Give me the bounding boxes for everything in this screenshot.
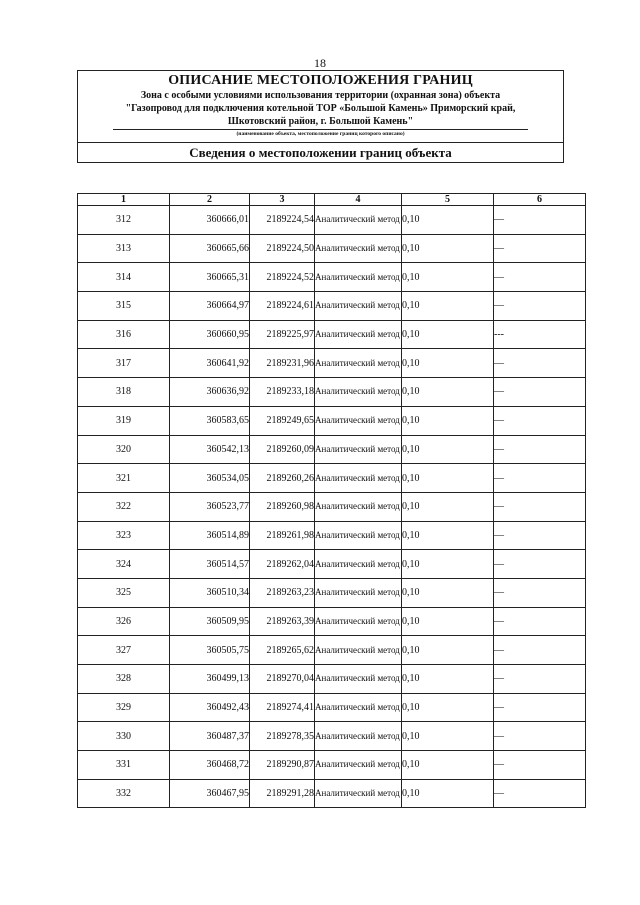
x-coordinate-cell: 360523,77 xyxy=(170,492,250,521)
y-coordinate-cell: 2189224,61 xyxy=(250,292,315,321)
method-cell: Аналитический метод xyxy=(315,406,402,435)
y-coordinate-cell: 2189224,52 xyxy=(250,263,315,292)
accuracy-cell: 0,10 xyxy=(402,550,494,579)
document-title: ОПИСАНИЕ МЕСТОПОЛОЖЕНИЯ ГРАНИЦ xyxy=(168,73,473,88)
method-cell: Аналитический метод xyxy=(315,665,402,694)
x-coordinate-cell: 360514,89 xyxy=(170,521,250,550)
accuracy-cell: 0,10 xyxy=(402,636,494,665)
point-number-cell: 318 xyxy=(78,378,170,407)
column-header-4: 4 xyxy=(315,194,402,206)
note-cell: — xyxy=(494,521,586,550)
accuracy-cell: 0,10 xyxy=(402,406,494,435)
accuracy-cell: 0,10 xyxy=(402,693,494,722)
method-cell: Аналитический метод xyxy=(315,206,402,235)
note-cell: — xyxy=(494,722,586,751)
method-cell: Аналитический метод xyxy=(315,378,402,407)
accuracy-cell: 0,10 xyxy=(402,464,494,493)
table-row xyxy=(78,435,586,464)
method-cell: Аналитический метод xyxy=(315,550,402,579)
page-number: 18 xyxy=(314,56,326,70)
x-coordinate-cell: 360665,31 xyxy=(170,263,250,292)
table-row xyxy=(78,578,586,607)
object-description-line-2: "Газопровод для подключения котельной ТОР «Большой Камень» Приморский край, xyxy=(125,103,516,114)
table-row xyxy=(78,378,586,407)
point-number-cell: 321 xyxy=(78,464,170,493)
table-row xyxy=(78,406,586,435)
point-number-cell: 324 xyxy=(78,550,170,579)
method-cell: Аналитический метод xyxy=(315,320,402,349)
accuracy-cell: 0,10 xyxy=(402,578,494,607)
note-cell: — xyxy=(494,636,586,665)
table-row xyxy=(78,206,586,235)
table-body xyxy=(78,206,586,808)
point-number-cell: 312 xyxy=(78,206,170,235)
method-cell: Аналитический метод xyxy=(315,636,402,665)
x-coordinate-cell: 360468,72 xyxy=(170,751,250,780)
accuracy-cell: 0,10 xyxy=(402,206,494,235)
y-coordinate-cell: 2189274,41 xyxy=(250,693,315,722)
accuracy-cell: 0,10 xyxy=(402,665,494,694)
table-row xyxy=(78,263,586,292)
y-coordinate-cell: 2189263,23 xyxy=(250,578,315,607)
y-coordinate-cell: 2189224,54 xyxy=(250,206,315,235)
column-header-2: 2 xyxy=(170,194,250,206)
method-cell: Аналитический метод xyxy=(315,607,402,636)
method-cell: Аналитический метод xyxy=(315,521,402,550)
column-header-6: 6 xyxy=(494,194,586,206)
x-coordinate-cell: 360467,95 xyxy=(170,779,250,808)
note-cell: — xyxy=(494,693,586,722)
x-coordinate-cell: 360636,92 xyxy=(170,378,250,407)
x-coordinate-cell: 360534,05 xyxy=(170,464,250,493)
method-cell: Аналитический метод xyxy=(315,751,402,780)
point-number-cell: 323 xyxy=(78,521,170,550)
method-cell: Аналитический метод xyxy=(315,464,402,493)
y-coordinate-cell: 2189260,98 xyxy=(250,492,315,521)
x-coordinate-cell: 360514,57 xyxy=(170,550,250,579)
point-number-cell: 316 xyxy=(78,320,170,349)
method-cell: Аналитический метод xyxy=(315,492,402,521)
method-cell: Аналитический метод xyxy=(315,292,402,321)
x-coordinate-cell: 360509,95 xyxy=(170,607,250,636)
x-coordinate-cell: 360505,75 xyxy=(170,636,250,665)
point-number-cell: 329 xyxy=(78,693,170,722)
accuracy-cell: 0,10 xyxy=(402,492,494,521)
point-number-cell: 320 xyxy=(78,435,170,464)
note-cell: — xyxy=(494,665,586,694)
table-row xyxy=(78,779,586,808)
y-coordinate-cell: 2189260,26 xyxy=(250,464,315,493)
note-cell: — xyxy=(494,234,586,263)
x-coordinate-cell: 360664,97 xyxy=(170,292,250,321)
x-coordinate-cell: 360641,92 xyxy=(170,349,250,378)
table-row xyxy=(78,292,586,321)
table-row xyxy=(78,320,586,349)
method-cell: Аналитический метод xyxy=(315,722,402,751)
note-cell: — xyxy=(494,263,586,292)
note-cell: — xyxy=(494,378,586,407)
point-number-cell: 332 xyxy=(78,779,170,808)
y-coordinate-cell: 2189263,39 xyxy=(250,607,315,636)
accuracy-cell: 0,10 xyxy=(402,435,494,464)
accuracy-cell: 0,10 xyxy=(402,751,494,780)
method-cell: Аналитический метод xyxy=(315,234,402,263)
y-coordinate-cell: 2189261,98 xyxy=(250,521,315,550)
object-description-line-3: Шкотовский район, г. Большой Камень" xyxy=(227,116,414,127)
x-coordinate-cell: 360583,65 xyxy=(170,406,250,435)
y-coordinate-cell: 2189262,04 xyxy=(250,550,315,579)
method-cell: Аналитический метод xyxy=(315,349,402,378)
method-cell: Аналитический метод xyxy=(315,693,402,722)
accuracy-cell: 0,10 xyxy=(402,263,494,292)
x-coordinate-cell: 360660,95 xyxy=(170,320,250,349)
note-cell: — xyxy=(494,349,586,378)
x-coordinate-cell: 360487,37 xyxy=(170,722,250,751)
accuracy-cell: 0,10 xyxy=(402,320,494,349)
y-coordinate-cell: 2189249,65 xyxy=(250,406,315,435)
table-row xyxy=(78,349,586,378)
table-row xyxy=(78,693,586,722)
point-number-cell: 331 xyxy=(78,751,170,780)
y-coordinate-cell: 2189233,18 xyxy=(250,378,315,407)
method-cell: Аналитический метод xyxy=(315,435,402,464)
note-cell: — xyxy=(494,751,586,780)
y-coordinate-cell: 2189290,87 xyxy=(250,751,315,780)
point-number-cell: 328 xyxy=(78,665,170,694)
note-cell: — xyxy=(494,492,586,521)
point-number-cell: 313 xyxy=(78,234,170,263)
column-header-1: 1 xyxy=(78,194,170,206)
y-coordinate-cell: 2189224,50 xyxy=(250,234,315,263)
y-coordinate-cell: 2189265,62 xyxy=(250,636,315,665)
note-cell: — xyxy=(494,435,586,464)
point-number-cell: 327 xyxy=(78,636,170,665)
object-description-line-1: Зона с особыми условиями использования территории (охранная зона) объекта xyxy=(140,90,501,101)
accuracy-cell: 0,10 xyxy=(402,607,494,636)
note-cell: — xyxy=(494,406,586,435)
table-header-row xyxy=(78,194,586,206)
header-box xyxy=(77,70,564,163)
section-subtitle: Сведения о местоположении границ объекта xyxy=(78,142,563,162)
point-number-cell: 317 xyxy=(78,349,170,378)
table-row xyxy=(78,607,586,636)
method-cell: Аналитический метод xyxy=(315,779,402,808)
x-coordinate-cell: 360542,13 xyxy=(170,435,250,464)
y-coordinate-cell: 2189270,04 xyxy=(250,665,315,694)
x-coordinate-cell: 360510,34 xyxy=(170,578,250,607)
accuracy-cell: 0,10 xyxy=(402,292,494,321)
y-coordinate-cell: 2189231,96 xyxy=(250,349,315,378)
note-cell: — xyxy=(494,779,586,808)
table-row xyxy=(78,492,586,521)
accuracy-cell: 0,10 xyxy=(402,349,494,378)
accuracy-cell: 0,10 xyxy=(402,722,494,751)
table-row xyxy=(78,521,586,550)
note-cell: --- xyxy=(494,320,586,349)
x-coordinate-cell: 360492,43 xyxy=(170,693,250,722)
point-number-cell: 314 xyxy=(78,263,170,292)
x-coordinate-cell: 360499,13 xyxy=(170,665,250,694)
coordinates-table xyxy=(77,193,586,808)
table-row xyxy=(78,636,586,665)
point-number-cell: 326 xyxy=(78,607,170,636)
y-coordinate-cell: 2189278,35 xyxy=(250,722,315,751)
y-coordinate-cell: 2189291,28 xyxy=(250,779,315,808)
note-cell: — xyxy=(494,550,586,579)
table-row xyxy=(78,550,586,579)
point-number-cell: 325 xyxy=(78,578,170,607)
point-number-cell: 322 xyxy=(78,492,170,521)
table-row xyxy=(78,751,586,780)
column-header-3: 3 xyxy=(250,194,315,206)
y-coordinate-cell: 2189225,97 xyxy=(250,320,315,349)
x-coordinate-cell: 360665,66 xyxy=(170,234,250,263)
accuracy-cell: 0,10 xyxy=(402,779,494,808)
accuracy-cell: 0,10 xyxy=(402,378,494,407)
accuracy-cell: 0,10 xyxy=(402,234,494,263)
method-cell: Аналитический метод xyxy=(315,263,402,292)
note-cell: — xyxy=(494,206,586,235)
note-cell: — xyxy=(494,292,586,321)
table-row xyxy=(78,722,586,751)
point-number-cell: 315 xyxy=(78,292,170,321)
table-row xyxy=(78,234,586,263)
note-cell: — xyxy=(494,464,586,493)
y-coordinate-cell: 2189260,09 xyxy=(250,435,315,464)
table-row xyxy=(78,464,586,493)
table-row xyxy=(78,665,586,694)
note-cell: — xyxy=(494,607,586,636)
object-caption: (наименование объекта, местоположение границ которого описано) xyxy=(236,131,405,137)
accuracy-cell: 0,10 xyxy=(402,521,494,550)
x-coordinate-cell: 360666,01 xyxy=(170,206,250,235)
point-number-cell: 319 xyxy=(78,406,170,435)
note-cell: — xyxy=(494,578,586,607)
method-cell: Аналитический метод xyxy=(315,578,402,607)
column-header-5: 5 xyxy=(402,194,494,206)
point-number-cell: 330 xyxy=(78,722,170,751)
